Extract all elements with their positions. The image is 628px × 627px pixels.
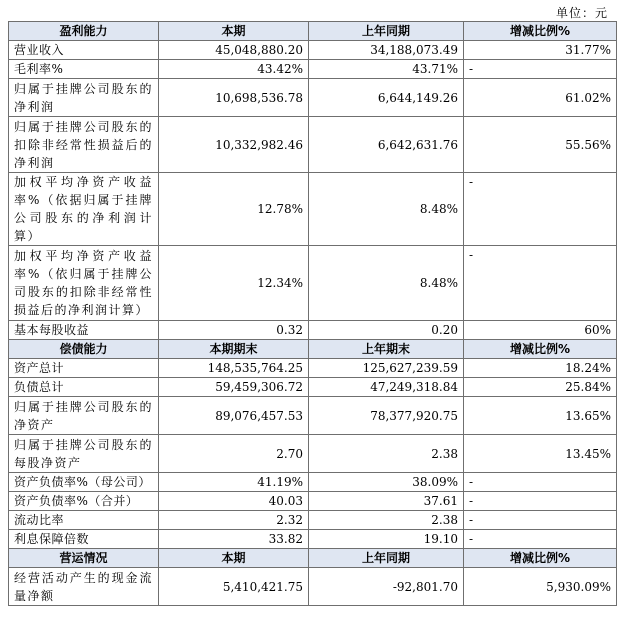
row-label: 加权平均净资产收益率%（依据归属于挂牌公司股东的净利润计算）: [9, 173, 159, 246]
change-value: 18.24%: [464, 359, 617, 378]
change-value: -: [464, 492, 617, 511]
header-cell: 偿债能力: [9, 340, 159, 359]
table-row: [9, 117, 617, 173]
previous-value: 2.38: [309, 511, 464, 530]
row-label: 归属于挂牌公司股东的净利润: [9, 79, 159, 117]
table-row: [9, 397, 617, 435]
row-label: 归属于挂牌公司股东的净资产: [9, 397, 159, 435]
table-row: [9, 41, 617, 60]
change-value: 55.56%: [464, 117, 617, 173]
change-value: 13.45%: [464, 435, 617, 473]
previous-value: 43.71%: [309, 60, 464, 79]
table-row: [9, 378, 617, 397]
previous-value: 6,642,631.76: [309, 117, 464, 173]
change-value: -: [464, 173, 617, 246]
current-value: 33.82: [159, 530, 309, 549]
header-cell: 盈利能力: [9, 22, 159, 41]
section-header-operations: [9, 549, 617, 568]
previous-value: 6,644,149.26: [309, 79, 464, 117]
table-row: [9, 60, 617, 79]
table-row: [9, 359, 617, 378]
previous-value: 125,627,239.59: [309, 359, 464, 378]
table-row: [9, 173, 617, 246]
row-label: 利息保障倍数: [9, 530, 159, 549]
row-label: 经营活动产生的现金流量净额: [9, 568, 159, 606]
previous-value: 38.09%: [309, 473, 464, 492]
row-label: 流动比率: [9, 511, 159, 530]
header-cell: 上年期末: [309, 340, 464, 359]
unit-label: 单位：元: [555, 6, 608, 20]
row-label: 资产负债率%（合并）: [9, 492, 159, 511]
header-cell: 上年同期: [309, 22, 464, 41]
row-label: 负债总计: [9, 378, 159, 397]
change-value: -: [464, 530, 617, 549]
table-row: [9, 511, 617, 530]
current-value: 45,048,880.20: [159, 41, 309, 60]
table-row: [9, 473, 617, 492]
row-label: 营业收入: [9, 41, 159, 60]
change-value: 31.77%: [464, 41, 617, 60]
previous-value: 34,188,073.49: [309, 41, 464, 60]
change-value: 60%: [464, 321, 617, 340]
financial-summary-table: [8, 21, 617, 606]
header-cell: 增减比例%: [464, 549, 617, 568]
change-value: 25.84%: [464, 378, 617, 397]
header-cell: 本期期末: [159, 340, 309, 359]
table-row: [9, 79, 617, 117]
current-value: 41.19%: [159, 473, 309, 492]
previous-value: 47,249,318.84: [309, 378, 464, 397]
change-value: 13.65%: [464, 397, 617, 435]
table-row: [9, 435, 617, 473]
row-label: 基本每股收益: [9, 321, 159, 340]
table-row: [9, 321, 617, 340]
previous-value: 19.10: [309, 530, 464, 549]
section-header-solvency: [9, 340, 617, 359]
previous-value: 78,377,920.75: [309, 397, 464, 435]
previous-value: 37.61: [309, 492, 464, 511]
change-value: -: [464, 60, 617, 79]
change-value: -: [464, 511, 617, 530]
row-label: 归属于挂牌公司股东的扣除非经常性损益后的净利润: [9, 117, 159, 173]
change-value: -: [464, 473, 617, 492]
current-value: 89,076,457.53: [159, 397, 309, 435]
current-value: 148,535,764.25: [159, 359, 309, 378]
row-label: 归属于挂牌公司股东的每股净资产: [9, 435, 159, 473]
current-value: 59,459,306.72: [159, 378, 309, 397]
current-value: 2.70: [159, 435, 309, 473]
current-value: 2.32: [159, 511, 309, 530]
previous-value: -92,801.70: [309, 568, 464, 606]
current-value: 0.32: [159, 321, 309, 340]
previous-value: 8.48%: [309, 173, 464, 246]
row-label: 资产负债率%（母公司）: [9, 473, 159, 492]
current-value: 10,332,982.46: [159, 117, 309, 173]
table-row: [9, 530, 617, 549]
header-cell: 上年同期: [309, 549, 464, 568]
header-cell: 本期: [159, 22, 309, 41]
previous-value: 0.20: [309, 321, 464, 340]
current-value: 43.42%: [159, 60, 309, 79]
current-value: 5,410,421.75: [159, 568, 309, 606]
previous-value: 8.48%: [309, 246, 464, 321]
table-row: [9, 568, 617, 606]
row-label: 资产总计: [9, 359, 159, 378]
header-cell: 增减比例%: [464, 340, 617, 359]
previous-value: 2.38: [309, 435, 464, 473]
current-value: 12.34%: [159, 246, 309, 321]
current-value: 10,698,536.78: [159, 79, 309, 117]
row-label: 毛利率%: [9, 60, 159, 79]
section-header-profitability: [9, 22, 617, 41]
table-row: [9, 492, 617, 511]
change-value: 61.02%: [464, 79, 617, 117]
header-cell: 增减比例%: [464, 22, 617, 41]
row-label: 加权平均净资产收益率%（依归属于挂牌公司股东的扣除非经常性损益后的净利润计算）: [9, 246, 159, 321]
header-cell: 营运情况: [9, 549, 159, 568]
current-value: 12.78%: [159, 173, 309, 246]
table-row: [9, 246, 617, 321]
change-value: -: [464, 246, 617, 321]
current-value: 40.03: [159, 492, 309, 511]
change-value: 5,930.09%: [464, 568, 617, 606]
header-cell: 本期: [159, 549, 309, 568]
